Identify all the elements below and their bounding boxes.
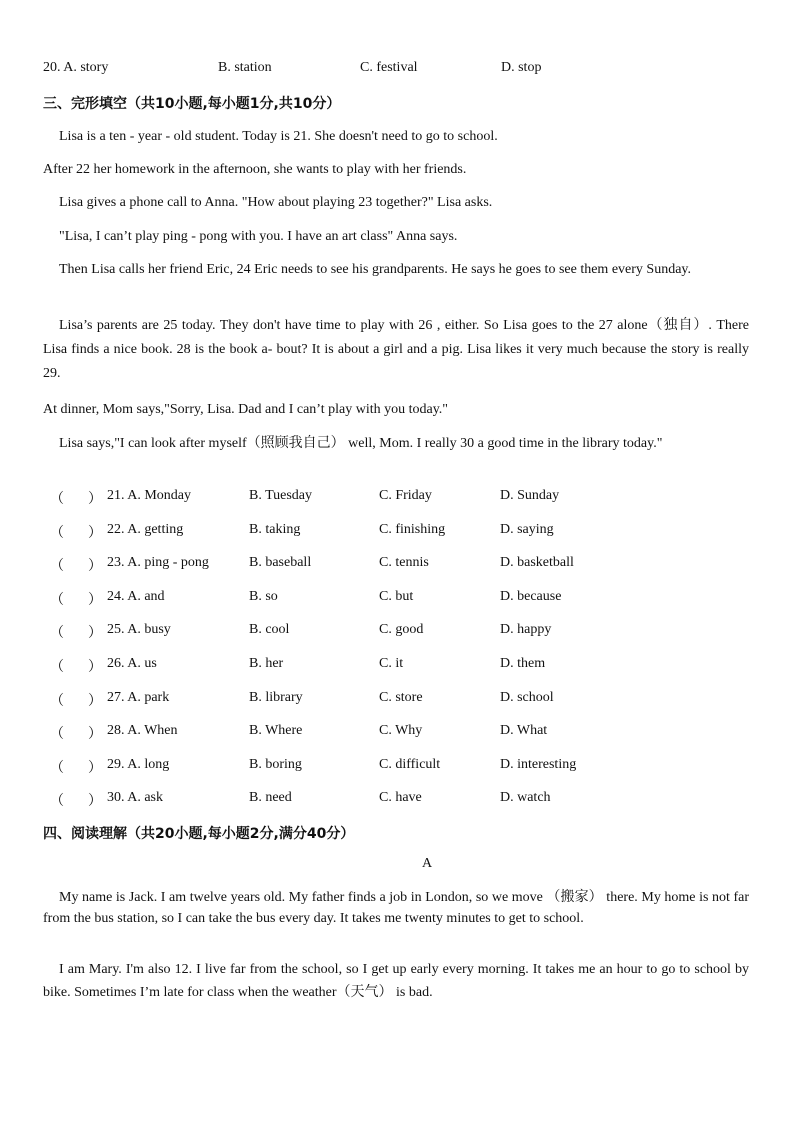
section-4-title: 四、阅读理解（共20小题,每小题2分,满分40分） — [43, 826, 355, 842]
option-a: 23. A. ping - pong — [107, 555, 209, 571]
question-row — [0, 656, 794, 676]
option-b: B. Where — [249, 723, 303, 739]
question-row — [0, 723, 794, 743]
option-c: C. Why — [379, 723, 423, 739]
answer-bracket-close: ） — [88, 693, 102, 709]
option-b: B. so — [249, 588, 278, 604]
cloze-paragraph-7: At dinner, Mom says,"Sorry, Lisa. Dad and I can’t play with you today." — [43, 402, 449, 417]
answer-bracket-close: ） — [88, 592, 102, 608]
option-d: D. basketball — [500, 555, 574, 571]
option-b: B. cool — [249, 622, 290, 638]
answer-bracket-open: （ — [50, 727, 64, 743]
option-a: 25. A. busy — [107, 622, 171, 638]
option-a: 22. A. getting — [107, 521, 184, 537]
option-d: D. happy — [500, 622, 552, 638]
answer-bracket-close: ） — [88, 559, 102, 575]
option-d: D. interesting — [500, 756, 577, 772]
cloze-paragraph-5: Then Lisa calls her friend Eric, 24 Eric needs to see his grandparents. He says he goes to see them every Sunday. — [59, 262, 691, 277]
option-a: 21. A. Monday — [107, 488, 191, 503]
option-c: C. difficult — [379, 756, 441, 772]
question-row — [0, 757, 794, 777]
option-a: 27. A. park — [107, 689, 170, 705]
option-c: C. store — [379, 689, 423, 705]
answer-bracket-close: ） — [88, 525, 102, 541]
option-c: C. good — [379, 622, 424, 638]
option-b: B. baseball — [249, 555, 312, 571]
option-c: C. tennis — [379, 555, 429, 571]
option-d: D. them — [500, 656, 546, 671]
question-row — [0, 555, 794, 575]
answer-bracket-open: （ — [50, 794, 64, 810]
q20-option-d: D. stop — [501, 60, 542, 75]
cloze-paragraph-8: Lisa says,"I can look after myself（照顾我自己） well, Mom. I really 30 a good time in the library today." — [59, 436, 663, 451]
option-c: C. have — [379, 790, 422, 806]
option-a: 30. A. ask — [107, 790, 163, 806]
cloze-paragraph-2: After 22 her homework in the afternoon, she wants to play with her friends. — [43, 162, 467, 177]
option-c: C. but — [379, 588, 414, 604]
question-20 — [0, 60, 794, 78]
option-b: B. boring — [249, 756, 302, 772]
question-row — [0, 488, 794, 508]
option-d: D. school — [500, 689, 554, 705]
answer-bracket-close: ） — [88, 626, 102, 642]
reading-paragraph-1: My name is Jack. I am twelve years old. My father finds a job in London, so we move （搬家） there. My home is not far from the bus station, so I can take the bus every day. It takes me twenty minutes to get to school. — [43, 890, 749, 926]
question-row — [0, 790, 794, 810]
option-d: D. What — [500, 723, 548, 739]
answer-bracket-open: （ — [50, 559, 64, 575]
answer-bracket-close: ） — [88, 760, 102, 776]
cloze-paragraph-3: Lisa gives a phone call to Anna. "How about playing 23 together?" Lisa asks. — [59, 195, 493, 210]
option-d: D. watch — [500, 790, 551, 806]
option-a: 28. A. When — [107, 723, 178, 739]
option-d: D. Sunday — [500, 488, 560, 503]
option-d: D. saying — [500, 521, 554, 537]
option-d: D. because — [500, 588, 562, 604]
answer-bracket-close: ） — [88, 660, 102, 675]
answer-bracket-open: （ — [50, 492, 64, 507]
option-a: 24. A. and — [107, 588, 165, 604]
option-b: B. need — [249, 790, 292, 806]
option-a: 26. A. us — [107, 656, 157, 671]
answer-bracket-open: （ — [50, 760, 64, 776]
q20-option-c: C. festival — [360, 60, 418, 75]
cloze-paragraph-6: Lisa’s parents are 25 today. They don't have time to play with 26 , either. So Lisa goes to the 27 alone（独自）. There Lisa finds a nice book. 28 is the book a- bout? It is about a girl and a pig. Lisa likes it very much because the story is really 29. — [43, 318, 749, 381]
answer-bracket-open: （ — [50, 693, 64, 709]
answer-bracket-close: ） — [88, 492, 102, 507]
cloze-paragraph-4: "Lisa, I can’t play ping - pong with you. I have an art class" Anna says. — [59, 229, 458, 244]
option-b: B. Tuesday — [249, 488, 313, 503]
answer-bracket-close: ） — [88, 727, 102, 743]
answer-bracket-open: （ — [50, 660, 64, 675]
cloze-paragraph-1: Lisa is a ten - year - old student. Today is 21. She doesn't need to go to school. — [59, 129, 498, 144]
question-row — [0, 622, 794, 642]
answer-bracket-close: ） — [88, 794, 102, 810]
reading-paragraph-2: I am Mary. I'm also 12. I live far from the school, so I get up early every morning. It takes me an hour to go to school by bike. Sometimes I’m late for class when the weather（天气） is bad. — [43, 962, 749, 1000]
question-row — [0, 589, 794, 609]
question-row — [0, 690, 794, 710]
option-a: 29. A. long — [107, 756, 170, 772]
answer-bracket-open: （ — [50, 626, 64, 642]
option-b: B. her — [249, 656, 284, 671]
option-b: B. taking — [249, 521, 301, 537]
question-row — [0, 522, 794, 542]
passage-label: A — [421, 856, 433, 871]
option-c: C. Friday — [379, 488, 432, 503]
q20-option-b: B. station — [218, 60, 272, 75]
q20-option-a: 20. A. story — [43, 60, 109, 75]
option-c: C. finishing — [379, 521, 446, 537]
answer-bracket-open: （ — [50, 592, 64, 608]
option-b: B. library — [249, 689, 303, 705]
option-c: C. it — [379, 656, 404, 671]
answer-bracket-open: （ — [50, 525, 64, 541]
section-3-title: 三、完形填空（共10小题,每小题1分,共10分） — [43, 96, 341, 112]
